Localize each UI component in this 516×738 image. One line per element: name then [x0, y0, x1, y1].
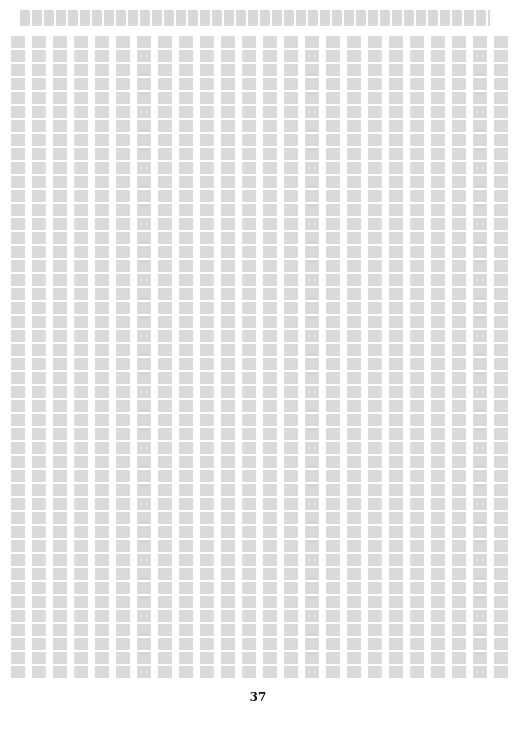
text-column: [32, 36, 46, 680]
text-column: [263, 36, 277, 680]
body-text: [8, 36, 508, 680]
text-column: [221, 36, 235, 680]
text-column: [452, 36, 466, 680]
text-column: [389, 36, 403, 680]
text-column: [74, 36, 88, 680]
text-column: [200, 36, 214, 680]
page-number: 37: [249, 690, 267, 704]
text-column: [473, 36, 487, 680]
text-column: [326, 36, 340, 680]
text-column: [305, 36, 319, 680]
running-header: [20, 10, 490, 26]
text-column: [431, 36, 445, 680]
text-column: [11, 36, 25, 680]
text-column: [179, 36, 193, 680]
text-column: [158, 36, 172, 680]
text-column: [53, 36, 67, 680]
text-column: [95, 36, 109, 680]
text-column: [284, 36, 298, 680]
text-column: [116, 36, 130, 680]
text-column: [347, 36, 361, 680]
text-column: [137, 36, 151, 680]
text-column: [410, 36, 424, 680]
text-column: [494, 36, 508, 680]
text-column: [242, 36, 256, 680]
text-column: [368, 36, 382, 680]
